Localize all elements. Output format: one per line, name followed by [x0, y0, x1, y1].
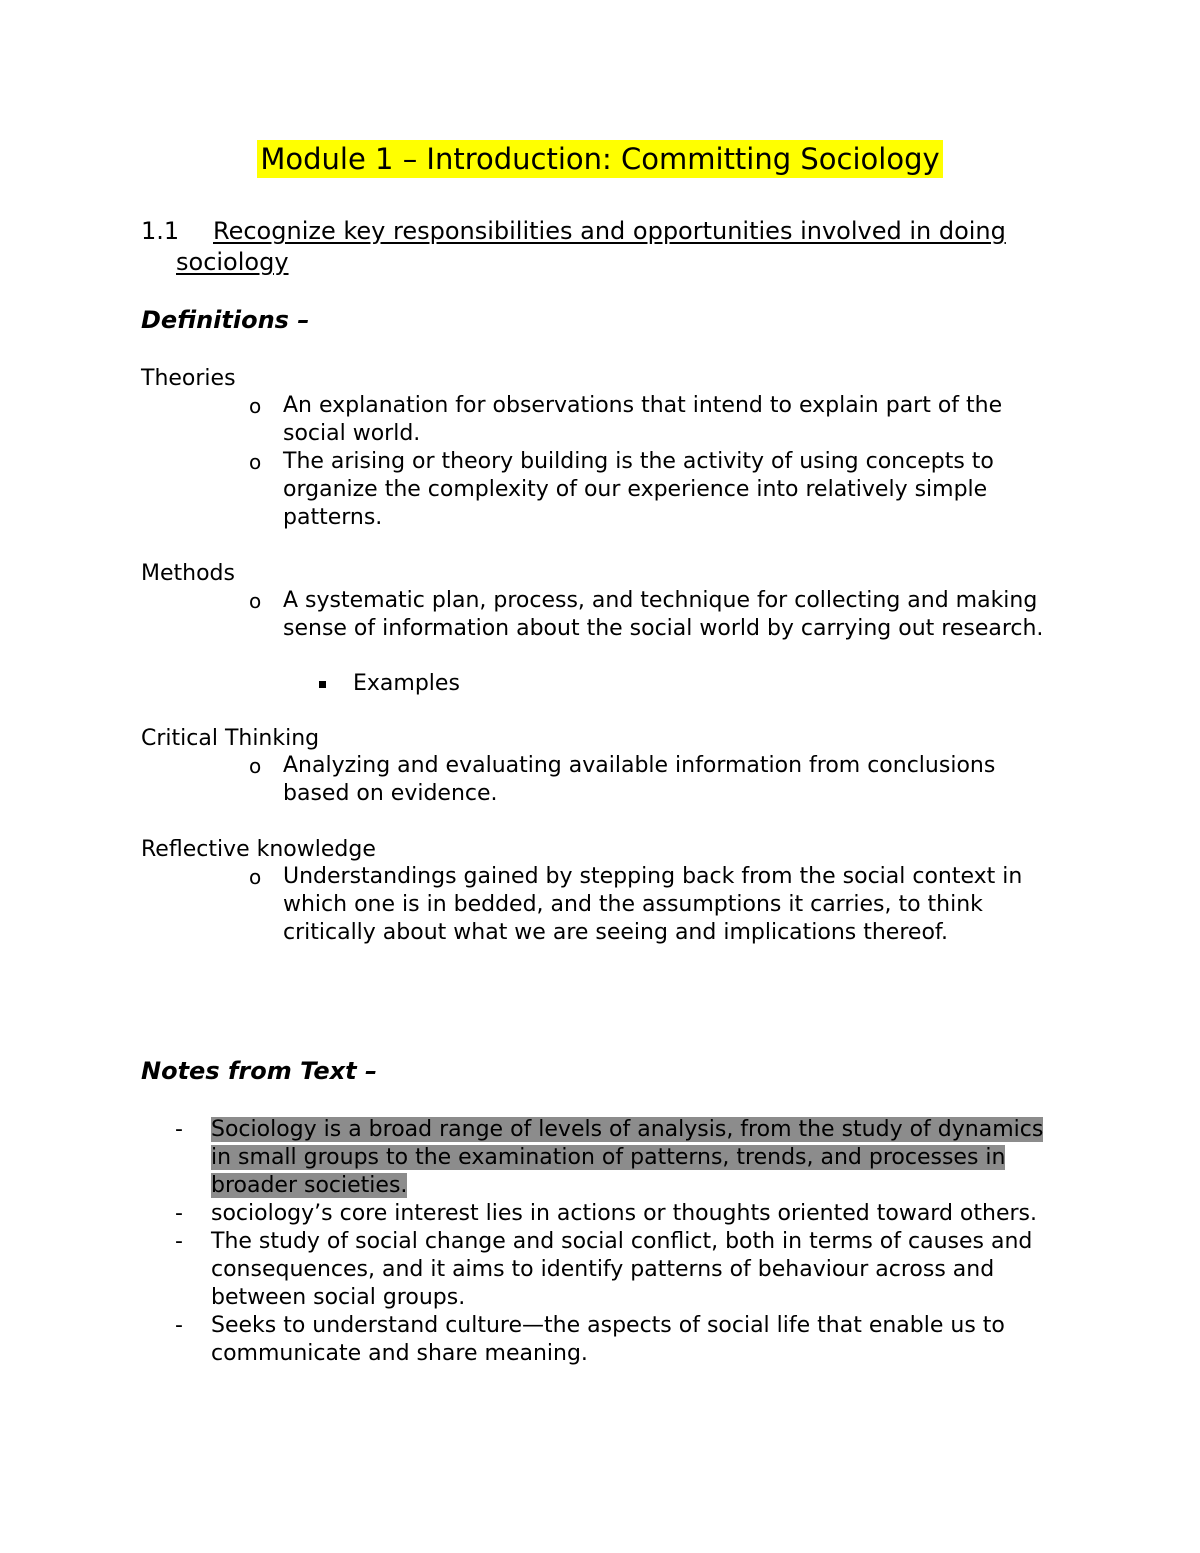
square-bullet-icon: [319, 681, 326, 688]
definition-item: [249, 863, 1063, 947]
definition-item: [249, 448, 1063, 532]
dash-bullet-icon: -: [175, 1201, 183, 1226]
circle-bullet-icon: o: [249, 754, 262, 778]
title-wrap: [0, 140, 1200, 178]
note-item: [175, 1312, 1061, 1368]
definition-text: Understandings gained by stepping back from the social context in which one is in bedded, and the assumptions it carries, to think critically about what we are seeing and implications thereof.: [283, 864, 1023, 945]
notes-list: [175, 1116, 1061, 1368]
definition-text: Analyzing and evaluating available information from conclusions based on evidence.: [283, 753, 996, 806]
definitions-heading: Definitions –: [141, 306, 310, 334]
definition-text: An explanation for observations that intend to explain part of the social world.: [283, 393, 1003, 446]
circle-bullet-icon: o: [249, 394, 262, 418]
definition-text: A systematic plan, process, and technique for collecting and making sense of information about the social world by carrying out research.: [283, 588, 1044, 641]
term-theories: Theories: [141, 366, 236, 391]
sub-item-examples: [353, 670, 460, 698]
notes-heading: Notes from Text –: [141, 1057, 377, 1085]
definition-text: The arising or theory building is the activity of using concepts to organize the complexity of our experience into relatively simple patterns.: [283, 449, 994, 530]
critical-thinking-definition-list: [249, 752, 1063, 808]
circle-bullet-icon: o: [249, 865, 262, 889]
theories-definition-list: [249, 392, 1063, 532]
circle-bullet-icon: o: [249, 589, 262, 613]
definition-item: [249, 587, 1063, 643]
dash-bullet-icon: -: [175, 1117, 183, 1142]
term-methods: Methods: [141, 561, 235, 586]
methods-definition-list: [249, 587, 1063, 643]
note-item: [175, 1200, 1061, 1228]
term-critical-thinking: Critical Thinking: [141, 726, 320, 751]
highlighted-note-text: Sociology is a broad range of levels of analysis, from the study of dynamics in small groups to the examination of patterns, trends, and processes in broader societies.: [211, 1117, 1044, 1198]
dash-bullet-icon: -: [175, 1229, 183, 1254]
note-item: [175, 1116, 1061, 1200]
objective-number: 1.1: [141, 217, 180, 245]
note-item: [175, 1228, 1061, 1312]
note-text: Seeks to understand culture—the aspects of social life that enable us to communicate and share meaning.: [211, 1313, 1005, 1366]
reflective-knowledge-definition-list: [249, 863, 1063, 947]
dash-bullet-icon: -: [175, 1313, 183, 1338]
definition-item: [249, 752, 1063, 808]
definition-item: [249, 392, 1063, 448]
sub-item-text: Examples: [353, 671, 460, 696]
circle-bullet-icon: o: [249, 450, 262, 474]
objective-text: Recognize key responsibilities and opportunities involved in doing sociology: [176, 217, 1006, 276]
page-title: Module 1 – Introduction: Committing Sociology: [257, 140, 942, 178]
note-text: sociology’s core interest lies in actions or thoughts oriented toward others.: [211, 1201, 1037, 1226]
term-reflective-knowledge: Reflective knowledge: [141, 837, 376, 862]
note-text: The study of social change and social conflict, both in terms of causes and consequences, and it aims to identify patterns of behaviour across and between social groups.: [211, 1229, 1033, 1310]
